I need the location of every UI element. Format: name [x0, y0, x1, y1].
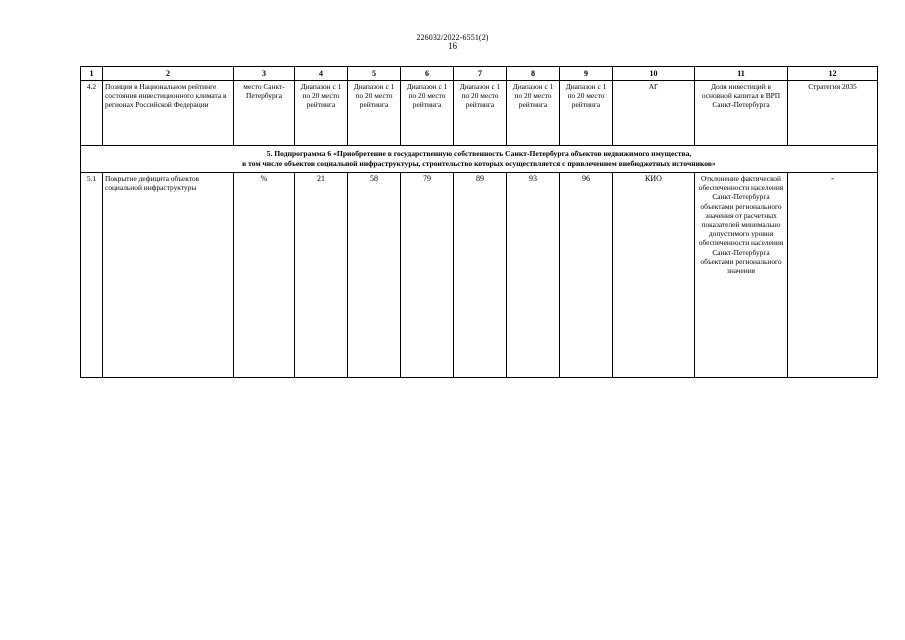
column-number: 10 — [613, 67, 695, 81]
column-number: 6 — [401, 67, 454, 81]
table-row — [81, 173, 878, 378]
indicators-table — [80, 66, 878, 378]
unit-cell: % — [234, 173, 295, 378]
column-number: 7 — [454, 67, 507, 81]
linked-indicator-cell: Доля инвестиций в основной капитал в ВРП Санкт-Петербурга — [695, 81, 788, 146]
executor-cell: АГ — [613, 81, 695, 146]
column-number: 1 — [81, 67, 103, 81]
value-cell: Диапазон с 1 по 20 место рейтинга — [454, 81, 507, 146]
unit-cell: место Санкт-Петербурга — [234, 81, 295, 146]
column-number: 12 — [788, 67, 878, 81]
column-number: 4 — [295, 67, 348, 81]
value-cell: Диапазон с 1 по 20 место рейтинга — [348, 81, 401, 146]
value-cell: 21 — [295, 173, 348, 378]
column-number-header-row — [81, 67, 878, 81]
indicator-name: Покрытие дефицита объектов социальной инфраструктуры — [103, 173, 234, 378]
section-heading-row — [81, 146, 878, 173]
column-number: 5 — [348, 67, 401, 81]
value-cell: Диапазон с 1 по 20 место рейтинга — [295, 81, 348, 146]
section-heading-line-1: 5. Подпрограмма 6 «Приобретение в государственную собственность Санкт-Петербурга объектов недвижимого имущества, — [266, 149, 692, 158]
document-registration-code: 226032/2022-6551(2) — [416, 33, 489, 42]
value-cell: 58 — [348, 173, 401, 378]
value-cell: 96 — [560, 173, 613, 378]
strategy-cell: - — [788, 173, 878, 378]
column-number: 3 — [234, 67, 295, 81]
value-cell: 79 — [401, 173, 454, 378]
column-number: 11 — [695, 67, 788, 81]
column-number: 2 — [103, 67, 234, 81]
value-cell: Диапазон с 1 по 20 место рейтинга — [401, 81, 454, 146]
row-number: 5.1 — [81, 173, 103, 378]
page-number: 16 — [448, 41, 457, 51]
value-cell: 93 — [507, 173, 560, 378]
linked-indicator-cell: Отклонение фактической обеспеченности населения Санкт-Петербурга объектами регионального значения от расчетных показателей минимально допустимого уровня обеспеченности населения Санкт-Петербурга объектами регионального значения — [695, 173, 788, 378]
column-number: 9 — [560, 67, 613, 81]
value-cell: 89 — [454, 173, 507, 378]
section-heading — [81, 146, 878, 173]
column-number: 8 — [507, 67, 560, 81]
table-row — [81, 81, 878, 146]
strategy-cell: Стратегия 2035 — [788, 81, 878, 146]
section-heading-line-2: в том числе объектов социальной инфраструктуры, строительство которых осуществляется с привлечением внебюджетных источников» — [242, 159, 716, 168]
indicator-name: Позиция в Национальном рейтинге состояния инвестиционного климата в регионах Российской Федерации — [103, 81, 234, 146]
value-cell: Диапазон с 1 по 20 место рейтинга — [560, 81, 613, 146]
value-cell: Диапазон с 1 по 20 место рейтинга — [507, 81, 560, 146]
executor-cell: КИО — [613, 173, 695, 378]
row-number: 4.2 — [81, 81, 103, 146]
